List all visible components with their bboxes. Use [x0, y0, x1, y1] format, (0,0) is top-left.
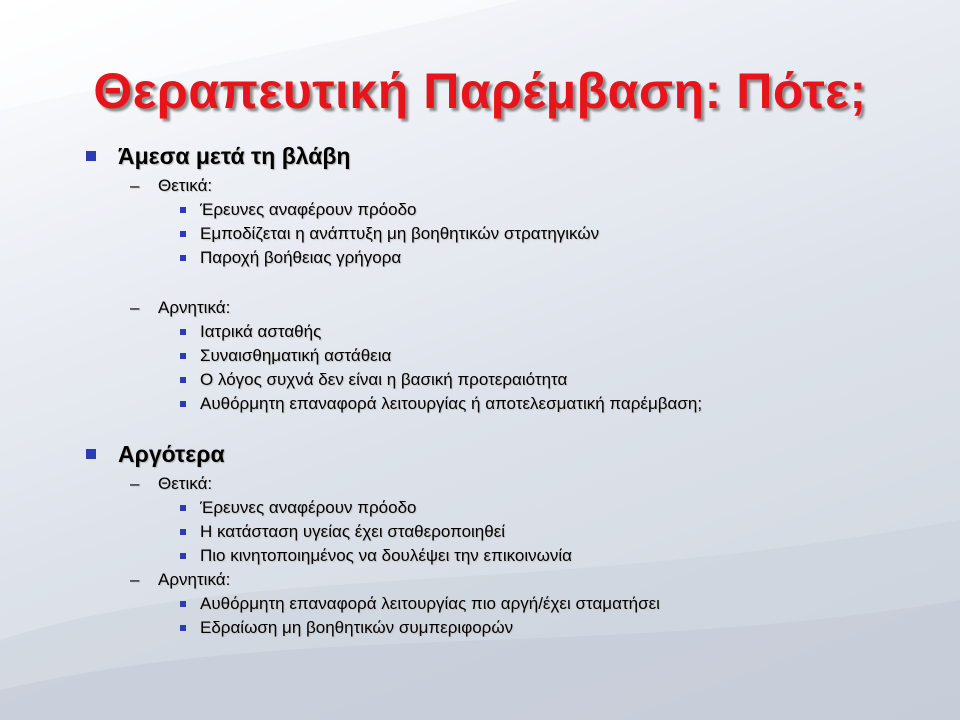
- square-bullet-icon: [86, 151, 96, 161]
- slide-title: Θεραπευτική Παρέμβαση: Πότε;: [93, 63, 867, 119]
- list-item: [86, 246, 946, 270]
- small-square-bullet-icon: [180, 353, 186, 359]
- list-item-text: Συναισθηματική αστάθεια: [200, 346, 392, 365]
- group-label-text: Αρνητικά:: [158, 298, 231, 317]
- dash-bullet-icon: –: [130, 176, 140, 195]
- section-heading-text: Αργότερα: [118, 441, 225, 467]
- group-label: [86, 174, 946, 198]
- small-square-bullet-icon: [180, 601, 186, 607]
- small-square-bullet-icon: [180, 625, 186, 631]
- group-label: [86, 568, 946, 592]
- small-square-bullet-icon: [180, 231, 186, 237]
- list-item-text: Έρευνες αναφέρουν πρόοδο: [200, 200, 417, 219]
- list-item: [86, 198, 946, 222]
- section-heading: [86, 436, 946, 472]
- list-item: [86, 592, 946, 616]
- dash-bullet-icon: –: [130, 474, 140, 493]
- list-item: [86, 544, 946, 568]
- list-item-text: Αυθόρμητη επαναφορά λειτουργίας πιο αργή/έχει σταματήσει: [200, 594, 660, 613]
- list-item: [86, 368, 946, 392]
- group-label-text: Θετικά:: [158, 176, 213, 195]
- slide-content: [86, 138, 946, 640]
- dash-bullet-icon: –: [130, 570, 140, 589]
- list-item-text: Η κατάσταση υγείας έχει σταθεροποιηθεί: [200, 522, 506, 541]
- small-square-bullet-icon: [180, 553, 186, 559]
- section-heading-text: Άμεσα μετά τη βλάβη: [118, 143, 351, 169]
- small-square-bullet-icon: [180, 377, 186, 383]
- dash-bullet-icon: –: [130, 298, 140, 317]
- list-item-text: Εδραίωση μη βοηθητικών συμπεριφορών: [200, 618, 514, 637]
- group-label-text: Θετικά:: [158, 474, 213, 493]
- list-item: [86, 222, 946, 246]
- square-bullet-icon: [86, 449, 96, 459]
- list-item: [86, 496, 946, 520]
- list-item-text: Πιο κινητοποιημένος να δουλέψει την επικοινωνία: [200, 546, 572, 565]
- list-item: [86, 392, 946, 416]
- list-item-text: Ο λόγος συχνά δεν είναι η βασική προτεραιότητα: [200, 370, 568, 389]
- small-square-bullet-icon: [180, 401, 186, 407]
- spacer: [86, 270, 946, 296]
- list-item-text: Έρευνες αναφέρουν πρόοδο: [200, 498, 417, 517]
- group-label-text: Αρνητικά:: [158, 570, 231, 589]
- group-label: [86, 472, 946, 496]
- small-square-bullet-icon: [180, 207, 186, 213]
- list-item-text: Ιατρικά ασταθής: [200, 322, 322, 341]
- small-square-bullet-icon: [180, 255, 186, 261]
- list-item: [86, 616, 946, 640]
- section-heading: [86, 138, 946, 174]
- list-item: [86, 520, 946, 544]
- group-label: [86, 296, 946, 320]
- small-square-bullet-icon: [180, 529, 186, 535]
- list-item-text: Αυθόρμητη επαναφορά λειτουργίας ή αποτελεσματική παρέμβαση;: [200, 394, 703, 413]
- list-item-text: Εμποδίζεται η ανάπτυξη μη βοηθητικών στρατηγικών: [200, 224, 600, 243]
- spacer: [86, 416, 946, 436]
- list-item: [86, 320, 946, 344]
- small-square-bullet-icon: [180, 505, 186, 511]
- list-item-text: Παροχή βοήθειας γρήγορα: [200, 248, 402, 267]
- small-square-bullet-icon: [180, 329, 186, 335]
- list-item: [86, 344, 946, 368]
